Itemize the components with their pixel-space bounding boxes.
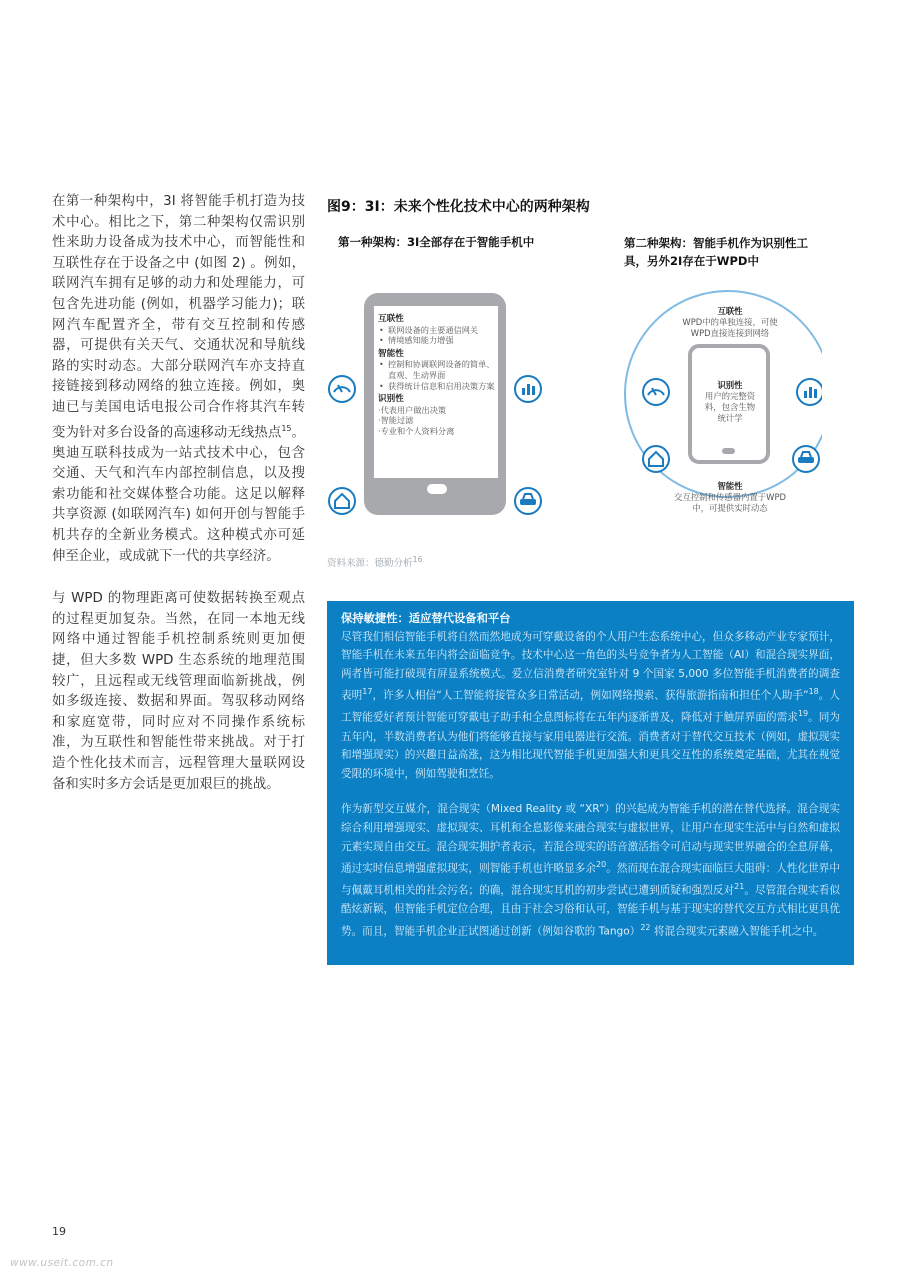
phone-home-button bbox=[427, 484, 447, 494]
callout-paragraph-2: 作为新型交互媒介，混合现实（Mixed Reality 或 “XR”）的兴起成为智能手机的潜在替代选择。混合现实综合利用增强现实、虚拟现实、耳机和全息影像来融合现实与虚拟世界，让用户在现实生活中与自然和虚拟元素实现自由交互。混合现实拥护者表示，若混合现实的语音激活指令可启动与现实世界融合的全息屏幕，通过实时信息增强虚拟现实，则智能手机也许略显多余$^{20}$。然而现在混合现实面临巨大阻碍：人性化世界中与佩戴耳机相关的社会污名；的确，混合现实耳机的初步尝试已遭到质疑和强烈反对$^{21}$。尽管混合现实看似酷炫新颖，但智能手机定位合理，且由于社会习俗和认可，智能手机与基于现实的替代交互方式相比更具优势。而且，智能手机企业正试图通过创新（例如谷歌的 Tango）$^{22}$ 将混合现实元素融入智能手机之中。 bbox=[341, 803, 840, 938]
figure-source: 资料来源：德勤分析$^{16}$ bbox=[327, 555, 423, 570]
home-icon-2 bbox=[643, 446, 669, 472]
phone-text bbox=[378, 313, 496, 437]
identity-heading: 识别性 bbox=[717, 380, 743, 390]
figure-title: 图9：3I：未来个性化技术中心的两种架构 bbox=[327, 199, 590, 215]
intelligence-text: 交互控制和传感器内置于WPD中，可提供实时动态 bbox=[674, 492, 786, 513]
architecture-1-title: 第一种架构：3I全部存在于智能手机中 bbox=[338, 235, 535, 249]
list-item: ·代表用户做出决策 bbox=[378, 404, 447, 415]
circle-top-label bbox=[674, 306, 786, 339]
list-item: • 情境感知能力增强 bbox=[388, 335, 496, 346]
callout-title: 保持敏捷性：适应替代设备和平台 bbox=[341, 612, 511, 625]
callout-paragraph-1: 尽管我们相信智能手机将自然而然地成为可穿戴设备的个人用户生态系统中心，但众多移动产业专家预计，智能手机在未来五年内将会面临竞争。技术中心这一角色的头号竞争者为人工智能（AI）和混合现实界面，两者皆可能打破现有屏显系统模式。爱立信消费者研究室针对 9 个国家 5,000 多位智能手机消费者的调查表明$^{17}$，许多人相信“人工智能将接管众多日常活动，例如网络搜索、获得旅游指南和担任个人助手”$^{18}$。人工智能爱好者预计智能可穿戴电子助手和全息图标将在五年内逐渐普及，降低对于触屏界面的需求$^{19}$。同为五年内，半数消费者认为他们将能够直接与家用电器进行交流。消费者对于替代交互技术（例如，虚拟现实和增强现实）的兴趣日益高涨，这为相比现代智能手机更加强大和更具交互性的系统奠定基础，尤其在视觉受限的环境中，例如驾驶和烹饪。 bbox=[341, 630, 841, 780]
intelligence-heading: 智能性 bbox=[717, 481, 743, 491]
page-number: 19 bbox=[52, 1225, 66, 1238]
watermark: www.useit.com.cn bbox=[10, 1257, 114, 1269]
list-item: • 获得统计信息和启用决策方案 bbox=[388, 381, 496, 392]
car-icon bbox=[515, 488, 541, 514]
gauge-icon-2 bbox=[643, 379, 669, 405]
connectivity-heading: 互联性 bbox=[378, 314, 404, 324]
architecture-2-title: 第二种架构：智能手机作为识别性工具，另外2I存在于WPD中 bbox=[624, 236, 808, 268]
home-icon bbox=[329, 488, 355, 514]
list-item: ·智能过滤 bbox=[378, 415, 414, 426]
identity-heading: 识别性 bbox=[378, 394, 404, 405]
circle-bottom-label bbox=[672, 481, 788, 514]
left-column bbox=[52, 192, 305, 817]
connectivity-text: WPD中的单独连接，可使WPD直接连接到网络 bbox=[682, 317, 778, 338]
chart-icon-2 bbox=[797, 379, 822, 405]
agility-callout-box bbox=[327, 601, 854, 965]
list-item: ·专业和个人资料分离 bbox=[378, 425, 455, 436]
list-item: • 联网设备的主要通信网关 bbox=[388, 325, 496, 336]
list-item: • 控制和协调联网设备的简单、直观、生动界面 bbox=[388, 359, 496, 380]
phone-home-button-2 bbox=[722, 448, 735, 454]
car-icon-2 bbox=[793, 446, 819, 472]
body-paragraph-1: 在第一种架构中，3I 将智能手机打造为技术中心。相比之下，第二种架构仅需识别性来助力设备成为技术中心，而智能性和互联性存在于设备之中 (如图 2) 。例如，联网汽车拥有足够的动力和处理能力，可包含先进功能 (例如，机器学习能力)；联网汽车配置齐全，带有交互控制和传感器，可提供有关天气、交通状况和导航线路的实时动态。大部分联网汽车亦支持直接链接到移动网络的独立连接。例如，奥迪已与美国电话电报公司合作将其汽车转变为针对多台设备的高速移动无线热点$^{15}$。奥迪互联科技成为一站式技术中心，包含交通、天气和汽车内部控制信息，以及搜索功能和社交媒体整合功能。这足以解释共享资源 (如联网汽车) 如何开创与智能手机共存的全新业务模式。这种模式亦可延伸至企业，或成就下一代的共享经济。 bbox=[52, 194, 306, 564]
connectivity-heading: 互联性 bbox=[717, 306, 743, 316]
intelligence-heading: 智能性 bbox=[378, 348, 404, 359]
chart-icon bbox=[515, 376, 541, 402]
identity-text: 用户的完整资料，包含生物统计学 bbox=[704, 391, 756, 423]
circle-mid-label bbox=[702, 380, 758, 424]
body-paragraph-2: 与 WPD 的物理距离可使数据转换至观点的过程更加复杂。当然，在同一本地无线网络中通过智能手机控制系统则更加便捷，但大多数 WPD 生态系统的地理范围较广，且远程或无线管理面临新挑战，例如多级连接、数据和界面。驾驭移动网络和家庭宽带，同时应对不同操作系统标准，为互联性和智能性带来挑战。对于打造个性化技术而言，远程管理大量联网设备和实时多方会话是更加艰巨的挑战。 bbox=[52, 591, 305, 792]
gauge-icon bbox=[329, 376, 355, 402]
